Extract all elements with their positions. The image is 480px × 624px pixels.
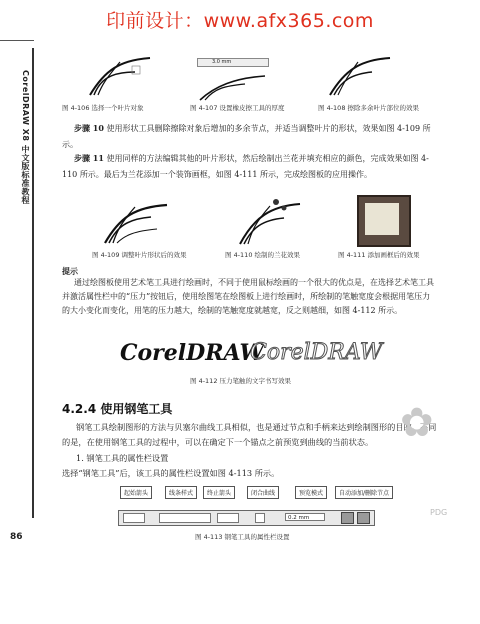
auto-add-delete-button[interactable] (357, 512, 370, 524)
step-10 (62, 120, 434, 153)
watermark: 印前设计：www.afx365.com (106, 10, 374, 32)
tip-label: 提示 (62, 267, 78, 276)
framed-orchid-figure (357, 195, 411, 247)
fig-4-107-caption: 图 4-107 设置橡皮擦工具的厚度 (190, 104, 285, 112)
frame-inner (365, 203, 399, 235)
line-style-label: 线条样式 (165, 486, 197, 499)
thickness-value: 3.0 mm (212, 59, 232, 65)
fig-4-110-caption: 图 4-110 绘制的兰花效果 (225, 251, 301, 259)
seal-watermark: ✿ (400, 400, 434, 446)
header-rule (0, 40, 34, 41)
step-11-text: 使用同样的方法编辑其他的叶片形状，然后绘制出兰花并填充相应的颜色，完成效果如图 4-110 所示。最后为兰花添加一个装饰画框，如图 4-111 所示，完成绘图板的应用操作。 (62, 154, 429, 179)
end-arrow-label: 终止箭头 (203, 486, 235, 499)
preview-mode-label: 预览模式 (295, 486, 327, 499)
orchid-adjusted-figure (95, 195, 175, 247)
orchid-flower-figure (228, 192, 308, 248)
orchid-erased-figure (320, 50, 400, 100)
section-heading: 4.2.4 使用钢笔工具 (62, 402, 173, 416)
orchid-leaf-figure (80, 50, 160, 100)
subsection-text: 选择“钢笔工具”后，该工具的属性栏设置如图 4-113 所示。 (62, 468, 280, 478)
outline-width-input[interactable]: 0.2 mm (285, 513, 325, 521)
fig-4-109-caption: 图 4-109 调整叶片形状后的效果 (92, 251, 187, 259)
step-10-label: 步骤 10 (74, 123, 104, 133)
section-paragraph: 钢笔工具绘制图形的方法与贝塞尔曲线工具相似，也是通过节点和手柄来达到绘制图形的目的。不同的是，在使用钢笔工具的过程中，可以在确定下一个锚点之前预览到曲线的当前状态。 (62, 422, 437, 447)
page-number: 86 (10, 532, 23, 542)
fig-4-111-caption: 图 4-111 添加画框后的效果 (338, 251, 420, 259)
pdg-mark: PDG (430, 508, 448, 517)
fig-4-106-caption: 图 4-106 选择一个叶片对象 (62, 104, 144, 112)
close-curve-label: 闭合曲线 (247, 486, 279, 499)
start-arrow-label: 起始箭头 (120, 486, 152, 499)
step-11 (62, 150, 434, 183)
step-11-label: 步骤 11 (74, 153, 104, 163)
subsection-title: 1. 钢笔工具的属性栏设置 (76, 453, 169, 463)
start-arrow-select[interactable] (123, 513, 145, 523)
auto-add-delete-label: 自动添加/删除节点 (335, 486, 393, 499)
fig-4-112-caption: 图 4-112 压力笔触的文字书写效果 (190, 377, 292, 385)
fig-4-113-caption: 图 4-113 钢笔工具的属性栏设置 (195, 533, 290, 541)
eraser-figure (195, 68, 275, 103)
close-curve-button[interactable] (255, 513, 265, 523)
preview-mode-button[interactable] (341, 512, 354, 524)
fig-4-108-caption: 图 4-108 擦除多余叶片部位的效果 (318, 104, 420, 112)
book-title: CorelDRAW X8 中文版标准教程 (21, 70, 30, 205)
tip-text: 通过绘图板使用艺术笔工具进行绘画时，不同于使用鼠标绘画的一个很大的优点是，在选择艺术笔工具并激活属性栏中的“压力”按钮后，使用绘图笔在绘图板上进行绘画时，所绘制的笔触宽度会根据用笔压力的大小变化而变化，用笔的压力越大，绘制的笔触宽度就越宽，反之则越细，如图 4-112 所示。 (62, 278, 434, 315)
pressure-text-bold: CorelDRAW (120, 340, 265, 366)
pen-property-bar (118, 510, 375, 526)
step-10-text: 使用形状工具删除擦除对象后增加的多余节点，并适当调整叶片的形状，效果如图 4-109 所示。 (62, 124, 431, 149)
pressure-text-outline: CorelDRAW (250, 340, 383, 365)
end-arrow-select[interactable] (217, 513, 239, 523)
line-style-select[interactable] (159, 513, 211, 523)
eraser-thickness-bar (197, 58, 269, 67)
